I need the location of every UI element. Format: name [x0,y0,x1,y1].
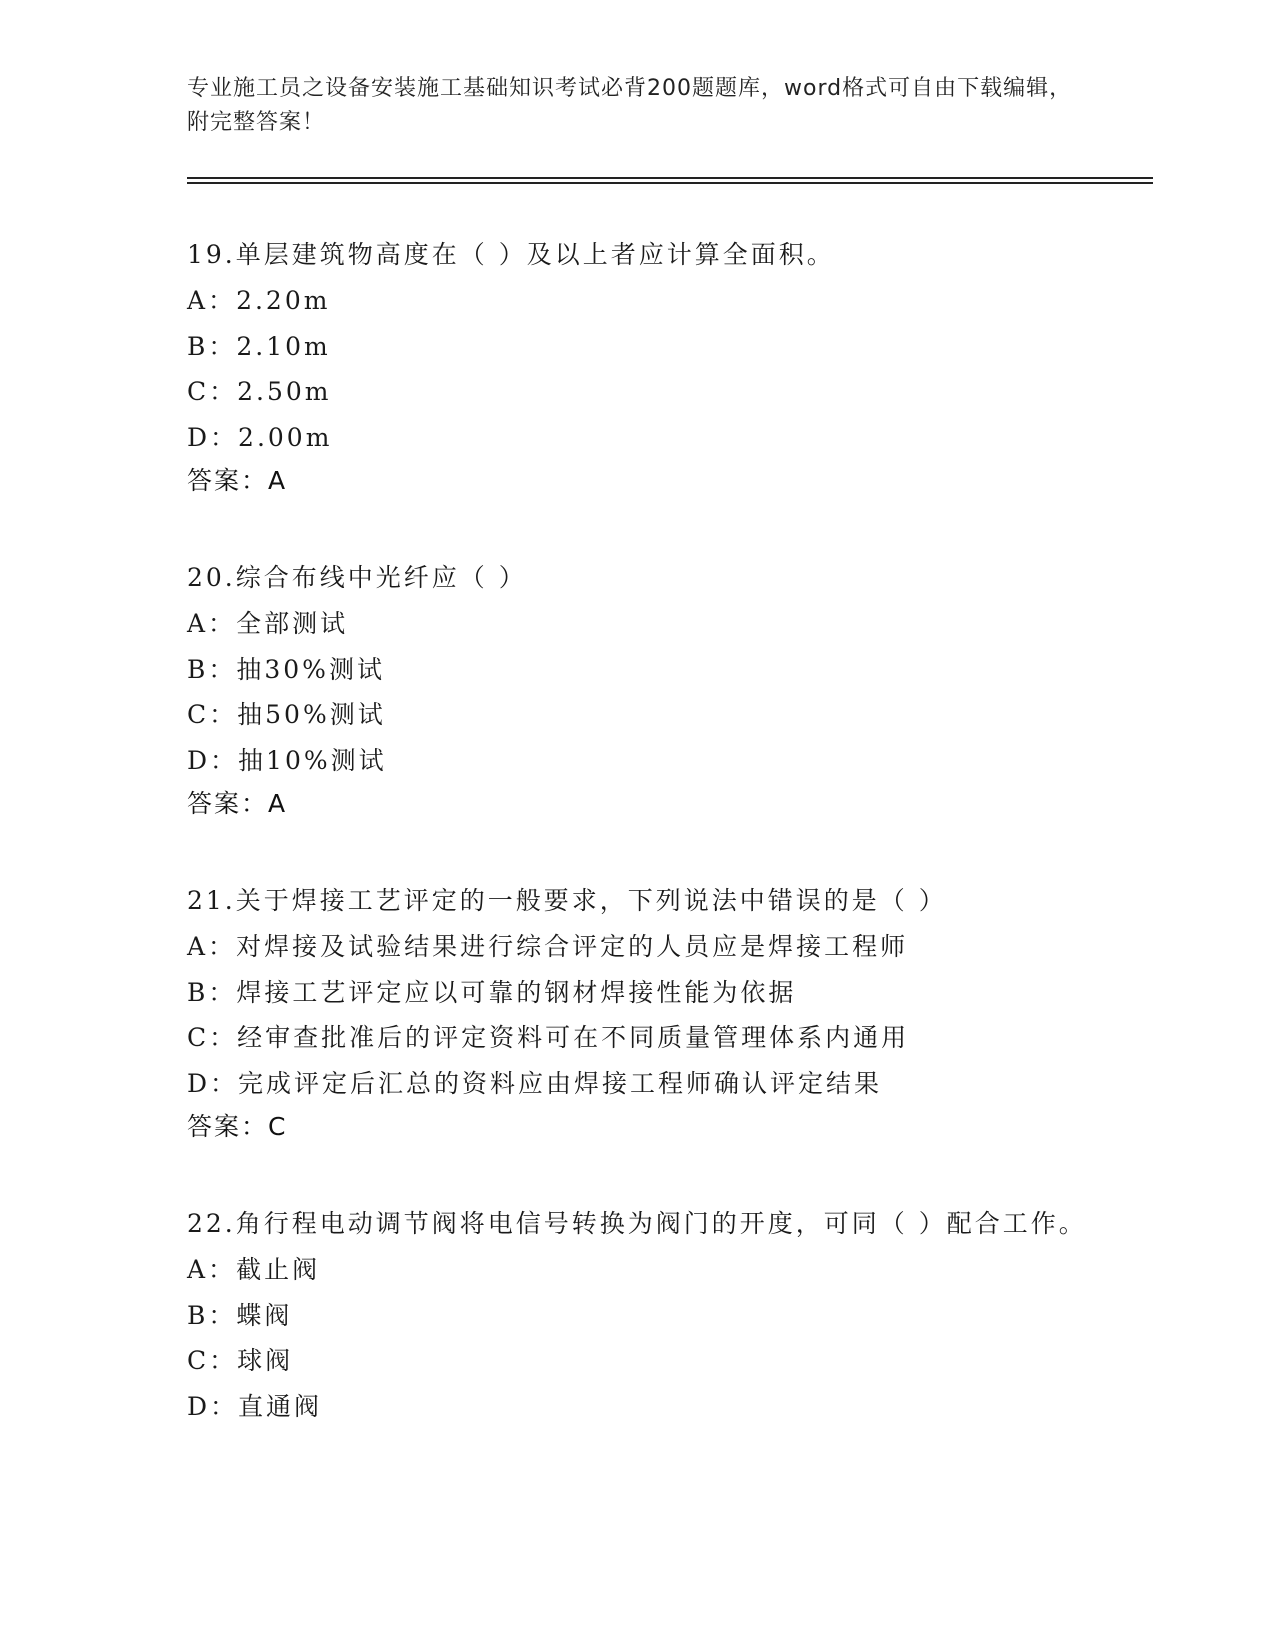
option-letter: B： [187,1300,237,1330]
option-letter: D： [187,745,239,775]
option-letter: D： [187,1391,239,1421]
question-stem: 20.综合布线中光纤应（ ） [187,563,527,592]
option-text: 截止阀 [236,1255,321,1284]
option-text: 蝶阀 [236,1300,293,1330]
option-a [187,924,1087,970]
option-letter: B： [187,977,237,1007]
header-divider-top [187,177,1153,179]
option-letter: B： [187,331,237,361]
option-c [187,692,1087,738]
question-stem: 19.单层建筑物高度在（ ）及以上者应计算全面积。 [187,240,835,269]
question-stem: 21.关于焊接工艺评定的一般要求，下列说法中错误的是（ ） [187,886,947,915]
option-letter: D： [187,422,239,452]
option-letter: A： [187,286,237,315]
option-letter: C： [187,377,238,406]
option-d [187,415,1087,461]
question-stem: 22.角行程电动调节阀将电信号转换为阀门的开度，可同（ ）配合工作。 [187,1209,1087,1238]
answer-line: 答案：A [187,466,288,495]
option-d [187,738,1087,784]
option-letter: A： [187,609,237,638]
option-text: 2.00m [238,422,333,452]
option-a [187,1247,1087,1293]
option-text: 全部测试 [236,609,349,638]
question-20 [187,555,1087,825]
option-a [187,278,1087,324]
option-letter: D： [187,1068,239,1098]
option-text: 对焊接及试验结果进行综合评定的人员应是焊接工程师 [236,932,909,961]
option-text: 2.20m [236,286,331,315]
option-letter: A： [187,1255,237,1284]
option-text: 抽50%测试 [237,700,386,729]
option-letter: B： [187,654,237,684]
answer-line: 答案：C [187,1112,288,1141]
option-text: 2.50m [237,377,332,406]
question-21 [187,878,1087,1148]
option-text: 焊接工艺评定应以可靠的钢材焊接性能为依据 [236,977,797,1007]
option-b [187,647,1087,693]
option-c [187,1015,1087,1061]
option-a [187,601,1087,647]
option-b [187,1293,1087,1339]
question-19 [187,232,1087,502]
option-text: 完成评定后汇总的资料应由焊接工程师确认评定结果 [238,1068,883,1098]
option-text: 球阀 [237,1346,294,1375]
option-b [187,324,1087,370]
option-text: 2.10m [236,331,331,361]
option-letter: C： [187,1023,238,1052]
answer-line: 答案：A [187,789,288,818]
option-b [187,970,1087,1016]
option-d [187,1061,1087,1107]
question-22 [187,1201,1087,1429]
option-letter: A： [187,932,237,961]
option-c [187,369,1087,415]
option-text: 抽30%测试 [236,654,385,684]
option-letter: C： [187,1346,238,1375]
header-divider-bottom [187,182,1153,184]
option-text: 直通阀 [238,1391,323,1421]
option-letter: C： [187,700,238,729]
question-list [187,232,1087,1482]
document-header [187,72,1087,140]
option-d [187,1384,1087,1430]
option-text: 经审查批准后的评定资料可在不同质量管理体系内通用 [237,1023,910,1052]
option-text: 抽10%测试 [238,745,387,775]
option-c [187,1338,1087,1384]
header-title: 专业施工员之设备安装施工基础知识考试必背200题题库，word格式可自由下载编辑，附完整答案！ [187,76,1073,135]
